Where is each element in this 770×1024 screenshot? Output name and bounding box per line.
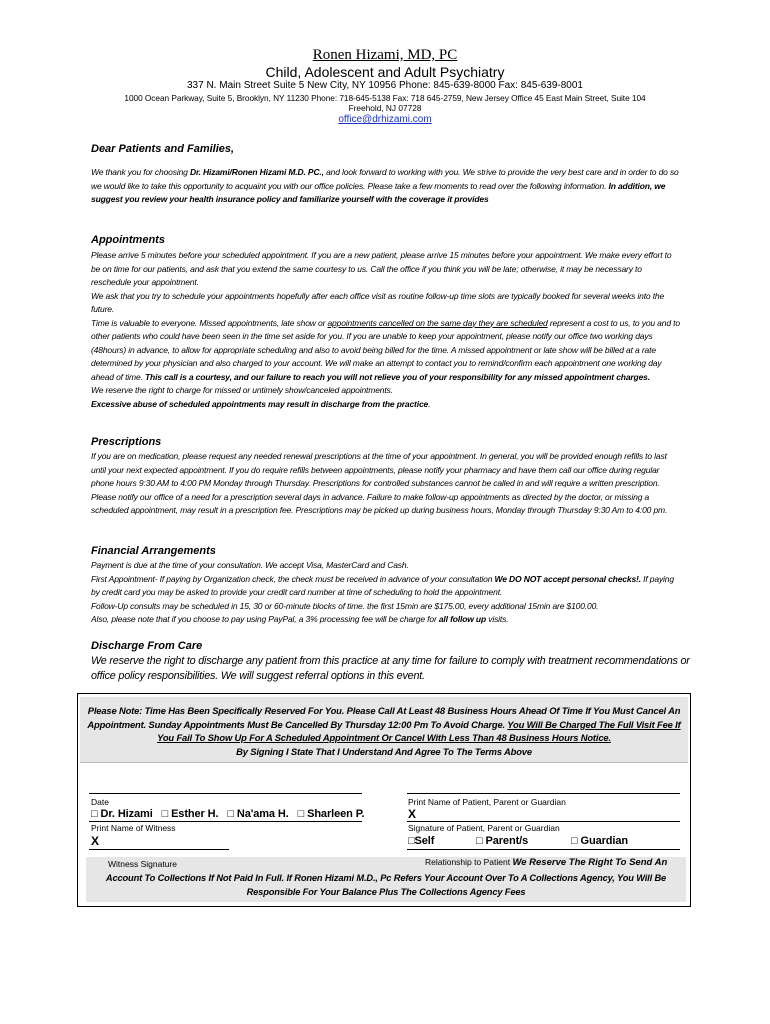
financial-paragraph-2: First Appointment- If paying by Organization check, the check must be received in advance of your consultation We DO NOT accept personal checks!. If paying by credit card you may be asked to provide your credit card number at time of scheduling to hold the appointment.: [91, 573, 674, 597]
patient-name-line: [407, 793, 680, 794]
address-line-3: Freehold, NJ 07728: [348, 103, 422, 113]
financial-section: [91, 559, 681, 627]
appointments-paragraph-5: Excessive abuse of scheduled appointments may result in discharge from the practice.: [91, 398, 431, 409]
relationship-option-parent[interactable]: □ Parent/s: [476, 835, 529, 847]
financial-paragraph-3: Follow-Up consults may be scheduled in 15, 30 or 60-minute blocks of time. the first 15min are $175.00, every additional 15min are $100.00.: [91, 600, 599, 611]
appointments-section: [91, 249, 681, 411]
financial-heading: Financial Arrangements: [91, 545, 216, 557]
relationship-row: [425, 857, 667, 868]
witness-option-esther[interactable]: □ Esther H.: [161, 808, 219, 820]
financial-paragraph-1: Payment is due at the time of your consultation. We accept Visa, MasterCard and Cash.: [91, 560, 409, 570]
patient-signature-label: Signature of Patient, Parent or Guardian: [408, 823, 560, 833]
relationship-label: Relationship to Patient: [425, 857, 511, 867]
intro-paragraph: We thank you for choosing Dr. Hizami/Ronen Hizami M.D. PC., and look forward to working with you. We strive to provide the very best care and in order to do so we would like to take this opportunity to acquaint you with our office policies. Please take a few moments to read over the following information. In addition, we suggest you review your health insurance policy and familiarize yourself with the coverage it provides: [91, 167, 679, 204]
greeting: Dear Patients and Families,: [91, 143, 235, 155]
witness-option-dr-hizami[interactable]: □ Dr. Hizami: [91, 808, 153, 820]
appointments-paragraph-2: We ask that you try to schedule your appointments hopefully after each office visit as routine follow-up time slots are typically booked for several weeks into the future.: [91, 290, 665, 314]
email-link[interactable]: office@drhizami.com: [338, 114, 432, 125]
witness-name-line: [89, 821, 362, 822]
relationship-option-guardian[interactable]: □ Guardian: [571, 835, 628, 847]
collections-notice: Account To Collections If Not Paid In Full. If Ronen Hizami M.D., Pc Refers Your Account Over To A Collections Agency, You Will Be Responsible For Your Balance Plus The Collections Agency Fees: [105, 873, 667, 897]
patient-signature-line: [407, 821, 680, 822]
appointments-paragraph-3: Time is valuable to everyone. Missed appointments, late show or appointments cancelled on the same day they are scheduled represent a cost to us, to you and to other patients who could have been seen in the time set aside for you. If you are unable to keep your appointment, please notify our office two working days (48hours) in advance, to allow for appropriate scheduling and also to avoid being billed for the time. A missed appointment or late show will be billed at a rate determined by your physician and also charged to your account. We will make an attempt to contact you to remind/confirm each appointment one working day ahead of time. This call is a courtesy, and our failure to reach you will not relieve you of your responsibility for any missed appointment charges.: [91, 317, 680, 382]
appointments-paragraph-1: Please arrive 5 minutes before your scheduled appointment. If you are a new patient, please arrive 15 minutes before your appointment. We make every effort to be on time for our patients, and ask that you extend the same courtesy to us. Call the office if you think you will be late; otherwise, it may be necessary to reschedule your appointment.: [91, 250, 672, 287]
witness-signature-label: Witness Signature: [108, 859, 177, 869]
discharge-paragraph: We reserve the right to discharge any patient from this practice at any time for failure to comply with treatment recommendations or office policy responsibilities. We will suggest referral options in this event.: [91, 655, 690, 682]
relationship-line: [407, 849, 680, 850]
patient-name-x: X: [408, 807, 417, 821]
witness-signature-line: [89, 849, 229, 850]
relationship-option-self[interactable]: □Self: [408, 835, 435, 847]
relationship-options: [408, 835, 434, 847]
appointments-heading: Appointments: [91, 234, 165, 246]
discharge-heading: Discharge From Care: [91, 640, 203, 652]
address-line-2: 1000 Ocean Parkway, Suite 5, Brooklyn, NY 11230 Phone: 718-645-5138 Fax: 718 645-2759, New Jersey Office 45 East Main Street, Suite 104: [124, 93, 646, 103]
appointments-paragraph-4: We reserve the right to charge for missed or untimely show/canceled appointments.: [91, 385, 393, 395]
patient-name-label: Print Name of Patient, Parent or Guardian: [408, 797, 566, 807]
prescriptions-paragraph: If you are on medication, please request any needed renewal prescriptions at the time of your appointment. In general, you will be provided enough refills to last until your next expected appointment. If you do require refills between appointments, please notify your pharmacy and have them call our office during regular phone hours 9:30 AM to 4:00 PM Monday through Thursday. Prescriptions for controlled substances cannot be called in and will require a written prescription. Please notify our office of a need for a prescription several days in advance. Failure to make follow-up appointments as directed by the doctor, or missing a scheduled appointment, may result in a prescription fee. Prescriptions may be picked up during business hours, Monday through Thursday 9:30 Am to 4:00 pm.: [91, 451, 668, 515]
practice-subtitle: Child, Adolescent and Adult Psychiatry: [265, 64, 505, 80]
notice-text: Please Note: Time Has Been Specifically Reserved For You. Please Call At Least 48 Business Hours Ahead Of Time If You Must Cancel An Appointment. Sunday Appointments Must Be Cancelled By Thursday 12:00 Pm To Avoid Charge. You Will Be Charged The Full Visit Fee If You Fail To Show Up For A Scheduled Appointment Or Cancel With Less Than 48 Business Hours Notice. By Signing I State That I Understand And Agree To The Terms Above: [87, 705, 681, 757]
address-line-1: 337 N. Main Street Suite 5 New City, NY 10956 Phone: 845-639-8000 Fax: 845-639-8001: [187, 80, 583, 91]
witness-options: [91, 808, 364, 820]
witness-name-label: Print Name of Witness: [91, 823, 176, 833]
date-line: [89, 793, 362, 794]
witness-option-naama[interactable]: □ Na'ama H.: [227, 808, 289, 820]
collections-notice-start: We Reserve The Right To Send An: [512, 857, 668, 868]
financial-paragraph-4: Also, please note that if you choose to pay using PayPal, a 3% processing fee will be charge for all follow up visits.: [91, 614, 509, 624]
practice-name: Ronen Hizami, MD, PC: [312, 47, 458, 63]
date-label: Date: [91, 797, 109, 807]
prescriptions-heading: Prescriptions: [91, 436, 162, 448]
witness-option-sharleen[interactable]: □ Sharleen P.: [297, 808, 365, 820]
witness-signature-x: X: [91, 834, 100, 848]
